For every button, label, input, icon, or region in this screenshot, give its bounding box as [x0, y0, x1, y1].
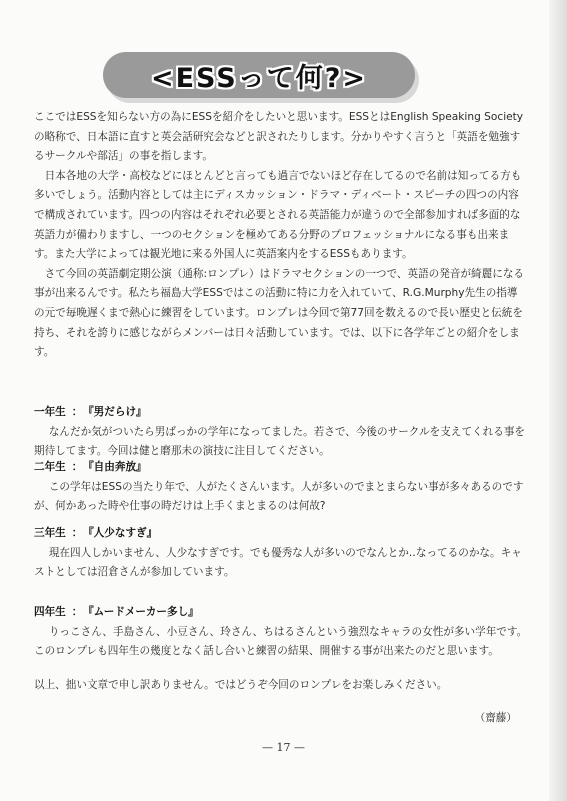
page-title: <ESSって何?>: [150, 62, 368, 94]
grade-theme: 『自由奔放』: [88, 461, 147, 473]
intro-paragraph: 日本各地の大学・高校などにほとんどと言っても過言でないほど存在してるので名前は知ってる方も多いでしょう。活動内容としては主にディスカッション・ドラマ・ディベート・スピーチの四つの内容で構成されています。四つの内容はそれぞれ必要とされる英語能力が違うので全部参加すれば多面的な英語力が備わりますし、一つのセクションを極めてある分野のプロフェッショナルになる事も出来ます。また大学によっては観光地に来る外国人に英語案内をするESSもあります。: [34, 169, 522, 261]
grade-label: 二年生: [34, 461, 66, 473]
heading-colon: ：: [71, 461, 83, 473]
section-heading: [34, 458, 528, 478]
intro-text: [34, 108, 528, 363]
intro-paragraph: さて今回の英語劇定期公演（通称:ロンプレ）はドラマセクションの一つで、英語の発音が綺麗になる事が出来るんです。私たち福島大学ESSではこの活動に特に力を入れていて、R.G.Murphy先生の指導の元で毎晩遅くまで熱心に練習をしています。ロンプレは今回で第77回を数えるので長い歴史と伝統を持ち、それを誇りに感じながらメンバーは日々活動しています。では、以下に各学年ごとの紹介をします。: [34, 267, 525, 359]
intro-paragraph: ここではESSを知らない方の為にESSを紹介をしたいと思います。ESSとはEnglish Speaking Societyの略称で、日本語に直すと英会話研究会などと訳されたりします。分かりやすく言うと「英語を勉強するサークルや部活」の事を指します。: [34, 111, 524, 163]
section-fourth-year: [34, 603, 528, 662]
title-banner: [103, 52, 415, 98]
section-text: りっこさん、手島さん、小豆さん、玲さん、ちはるさんという強烈なキャラの女性が多い学年です。このロンプレも四年生の幾度となく話し合いと練習の結果、開催する事が出来たのだと思います。: [34, 625, 528, 658]
page-edge-shadow: [549, 0, 567, 801]
section-heading: [34, 403, 528, 423]
grade-label: 一年生: [34, 406, 66, 418]
grade-theme: 『人少なすぎ』: [88, 527, 158, 539]
section-third-year: [34, 524, 528, 583]
grade-label: 三年生: [34, 527, 66, 539]
section-heading: [34, 603, 528, 623]
section-text: 現在四人しかいません、人少なすぎです。でも優秀な人が多いのでなんとか‥なってるのかな。キャストとしては沼倉さんが参加しています。: [34, 546, 522, 579]
heading-colon: ：: [71, 606, 83, 618]
author-signature: （齋藤）: [474, 712, 517, 724]
heading-colon: ：: [71, 527, 83, 539]
section-second-year: [34, 458, 528, 517]
section-text: この学年はESSの当たり年で、人がたくさんいます。人が多いのでまとまらない事が多々あるのですが、何かあった時や仕事の時だけは上手くまとまるのは何故?: [34, 480, 524, 513]
grade-label: 四年生: [34, 606, 66, 618]
grade-theme: 『男だらけ』: [88, 406, 147, 418]
grade-theme: 『ムードメーカー多し』: [88, 606, 199, 618]
section-first-year: [34, 403, 528, 462]
closing-text: 以上、拙い文章で申し訳ありません。ではどうぞ今回のロンプレをお楽しみください。: [34, 679, 448, 691]
section-text: なんだか気がついたら男ばっかの学年になってました。若さで、今後のサークルを支えてくれる事を期待してます。今回は健と磨那未の演技に注目してください。: [34, 425, 526, 458]
section-heading: [34, 524, 528, 544]
heading-colon: ：: [71, 406, 83, 418]
page-number: — 17 —: [262, 741, 305, 754]
